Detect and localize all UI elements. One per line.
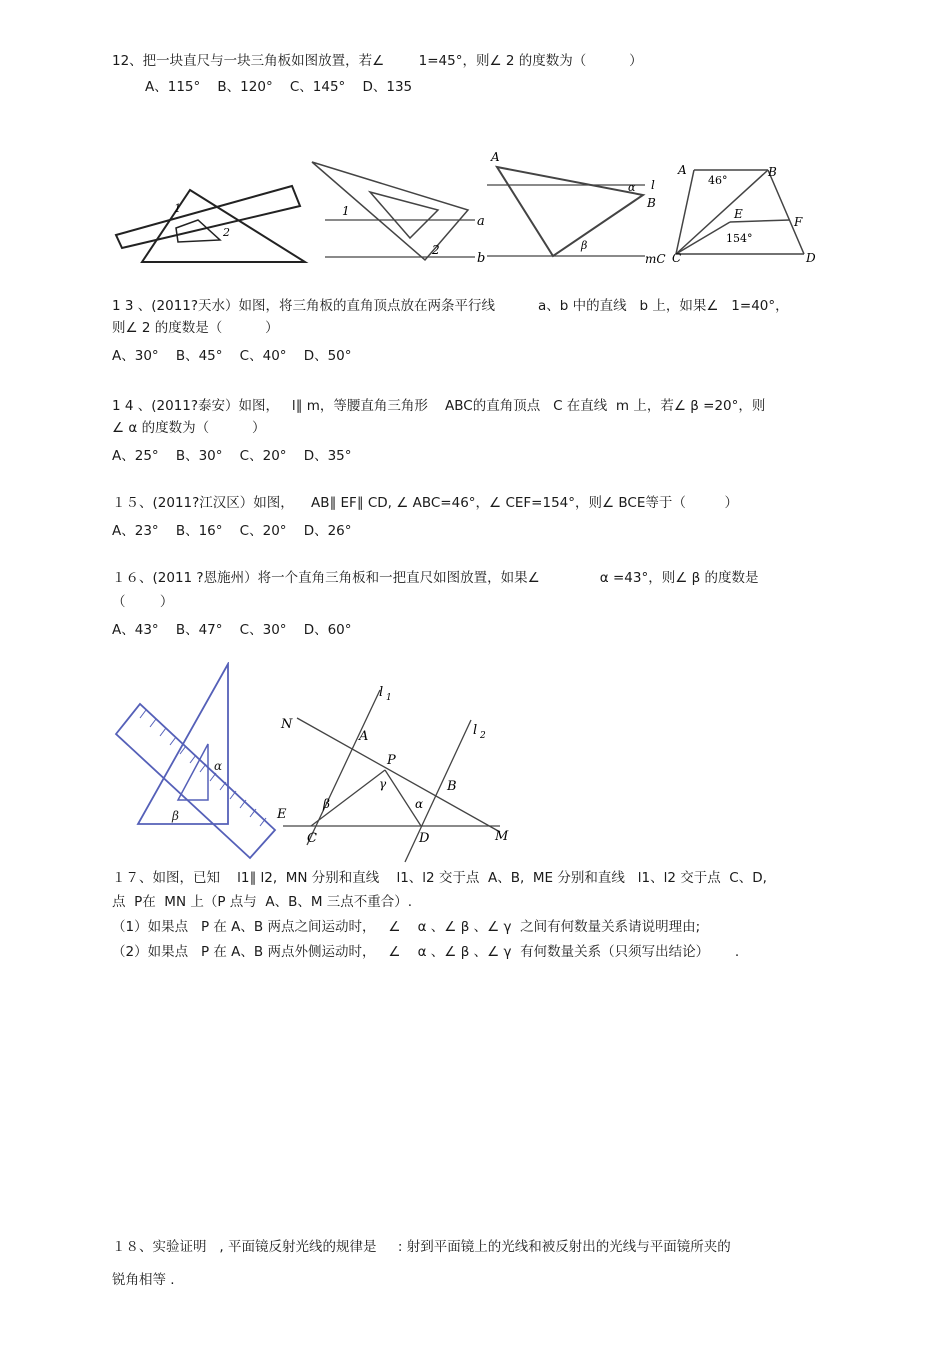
q12-options: A、115° B、120° C、145° D、135 <box>145 79 413 95</box>
fig4-label-C: C <box>672 251 682 265</box>
figure-triangle-parallel-q13 <box>310 160 490 265</box>
fig6-label-M: M <box>495 829 509 844</box>
figure-isosceles-right-triangle-q14 <box>485 145 675 270</box>
q14-options: A、25° B、30° C、20° D、35° <box>112 448 352 464</box>
q17-stem-line1: １７、如图，已知 l1∥ l2, MN 分别和直线 l1、l2 交于点 A、B, ME 分别和直线 l1、l2 交于点 C、D, <box>112 870 767 886</box>
fig2-label-a: a <box>477 214 485 229</box>
q14-stem-line1: 1 4 、(2011?泰安）如图， l∥ m，等腰直角三角形 ABC的直角顶点 C 在直线 m 上，若∠ β =20°，则 <box>112 398 766 414</box>
fig6-label-E: E <box>277 807 287 822</box>
fig3-label-A: A <box>491 150 500 164</box>
q12-stem: 12、把一块直尺与一块三角板如图放置，若∠ 1=45°，则∠ 2 的度数为（ ） <box>112 53 643 69</box>
fig6-label-l2: l <box>473 723 478 738</box>
q18-stem-line2: 锐角相等 . <box>112 1272 175 1288</box>
q15-options: A、23° B、16° C、20° D、26° <box>112 523 352 539</box>
fig4-label-F: F <box>794 215 803 229</box>
fig6-label-l1-sub: 1 <box>386 693 392 703</box>
figure-two-parallel-lines-q17 <box>275 680 525 865</box>
fig2-label-b: b <box>477 251 486 265</box>
fig6-label-D: D <box>419 831 430 846</box>
fig3-label-alpha: α <box>628 181 636 194</box>
fig6-label-l2-sub: 2 <box>480 731 486 741</box>
fig4-label-A: A <box>678 163 687 177</box>
q13-options: A、30° B、45° C、40° D、50° <box>112 348 352 364</box>
fig1-label-2: 2 <box>223 226 230 239</box>
fig5-label-alpha: α <box>214 759 223 773</box>
figure-ruler-triangle-q12 <box>110 180 310 270</box>
q16-stem-line1: １６、(2011 ?恩施州）将一个直角三角板和一把直尺如图放置，如果∠ α =43°，则∠ β 的度数是 <box>112 570 759 586</box>
q16-options: A、43° B、47° C、30° D、60° <box>112 622 352 638</box>
q17-part1: （1）如果点 P 在 A、B 两点之间运动时， ∠ α 、∠ β 、∠ γ 之间有何数量关系请说明理由; <box>112 919 701 935</box>
q17-stem-line2: 点 P在 MN 上（P 点与 A、B、M 三点不重合）. <box>112 894 413 910</box>
fig6-label-A: A <box>359 729 369 744</box>
q14-stem-line2: ∠ α 的度数为（ ） <box>112 420 266 436</box>
fig3-label-l: l <box>651 178 655 192</box>
fig4-label-D: D <box>806 251 816 265</box>
q17-part2: （2）如果点 P 在 A、B 两点外侧运动时， ∠ α 、∠ β 、∠ γ 有何数量关系（只须写出结论） . <box>112 944 740 960</box>
fig5-label-beta: β <box>172 809 179 823</box>
fig4-angle-154: 154° <box>726 232 753 245</box>
fig3-label-B: B <box>647 196 656 210</box>
fig6-label-B: B <box>447 779 457 794</box>
fig2-label-1: 1 <box>342 204 350 218</box>
figure-parallel-lines-q15 <box>672 158 832 268</box>
q13-stem-line2: 则∠ 2 的度数是（ ） <box>112 320 279 336</box>
fig3-label-beta: β <box>581 239 588 252</box>
fig6-label-beta: β <box>323 797 330 811</box>
fig4-angle-46: 46° <box>708 174 728 187</box>
fig6-label-N: N <box>281 717 293 732</box>
fig3-label-mC: mC <box>645 252 666 266</box>
figure-ruler-right-triangle-q16 <box>110 662 280 862</box>
q15-stem: １５、(2011?江汉区）如图， AB∥ EF∥ CD, ∠ ABC=46°，∠ CEF=154°，则∠ BCE等于（ ） <box>112 495 738 511</box>
q13-stem-line1: 1 3 、(2011?天水）如图，将三角板的直角顶点放在两条平行线 a、b 中的直线 b 上，如果∠ 1=40°， <box>112 298 789 314</box>
fig6-label-gamma: γ <box>379 777 387 791</box>
q16-stem-line2: （ ） <box>112 594 174 610</box>
fig6-label-C: C <box>307 831 317 846</box>
fig6-label-P: P <box>387 753 396 768</box>
q18-stem-line1: １８、实验证明 , 平面镜反射光线的规律是 : 射到平面镜上的光线和被反射出的光线与平面镜所夹的 <box>112 1239 731 1255</box>
fig1-label-1: 1 <box>174 202 181 215</box>
fig2-label-2: 2 <box>432 243 440 257</box>
fig6-label-alpha: α <box>415 797 424 811</box>
fig4-label-B: B <box>768 165 777 179</box>
fig4-label-E: E <box>734 207 743 221</box>
fig6-label-l1: l <box>379 685 384 700</box>
